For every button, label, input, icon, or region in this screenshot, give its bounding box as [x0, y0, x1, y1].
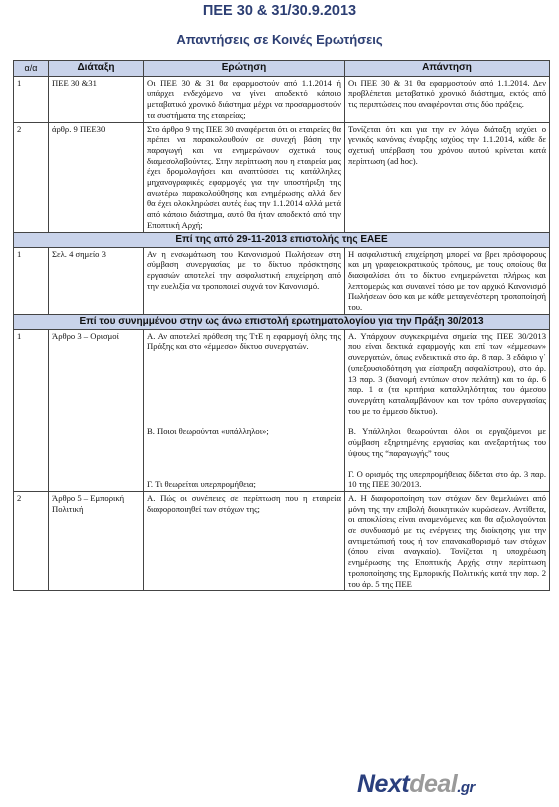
row-provision: Σελ. 4 σημείο 3	[49, 247, 144, 314]
column-header-answer: Απάντηση	[345, 61, 550, 77]
row-provision: ΠΕΕ 30 &31	[49, 76, 144, 122]
column-header-provision: Διάταξη	[49, 61, 144, 77]
row-provision: Άρθρο 3 – Ορισμοί	[49, 329, 144, 491]
nextdeal-logo	[357, 770, 475, 799]
row-question	[144, 329, 345, 491]
row-number: 1	[14, 247, 49, 314]
table-row	[14, 76, 550, 122]
table-row	[14, 329, 550, 491]
row-number: 1	[14, 329, 49, 491]
row-answer: Α. Η διαφοροποίηση των στόχων δεν θεμελιώνει από μόνη της την επιβολή διοικητικών κυρώσεων. Αντίθετα, οι αποκλίσεις είναι αναμενόμενες και θα αξιολογούνται σε συνδυασμό με τις ενέργειες της διοίκησης για την αντιμετώπισή τους ή τον επανακαθορισμό των στόχων (όπου είναι αναγκαίο). Τονίζεται η υποχρέωση ενημέρωσης της Εποπτικής Αρχής στην περίπτωση τροποποίησης της Εμπορικής Πολιτικής κατά την παρ. 2 του άρ. 5 της ΠΕΕ	[345, 491, 550, 590]
column-header-question: Ερώτηση	[144, 61, 345, 77]
logo-deal-text: deal	[409, 770, 458, 798]
table-row	[14, 247, 550, 314]
logo-next-text: Next	[357, 770, 410, 798]
table-row	[14, 491, 550, 590]
section-header: Επί του συνημμένου στην ως άνω επιστολή ερωτηματολογίου για την Πράξη 30/2013	[14, 314, 550, 329]
answer-part-c: Γ. Ο ορισμός της υπερπρομήθειας δίδεται στο άρ. 3 παρ. 10 της ΠΕΕ 30/2013.	[348, 468, 546, 490]
row-answer: Οι ΠΕΕ 30 & 31 θα εφαρμοστούν από 1.1.2014. Δεν προβλέπεται μεταβατικό χρονικό διάστημα, εκτός από τις περιπτώσεις που αναφέρονται στις δύο πράξεις.	[345, 76, 550, 122]
answer-part-a: Α. Υπάρχουν συγκεκριμένα σημεία της ΠΕΕ 30/2013 που είναι δεκτικά εφαρμογής και επί των «έμμεσων» συνεργατών, όπως ενδεικτικά στο άρ. 8 παρ. 3 εδάφιο γ΄ (υπεξουσιοδότηση για είσπραξη ασφαλίστρου), στο άρ. 13 παρ. 3 (διανομή εντύπων στον πελάτη) και το άρ. 6 παρ. 1 α (τα κριτήρια καταλληλότητας του άμεσου συνεργάτη καταλαμβάνουν και τον τρόπο συνεργασίας του με το έμμεσο δίκτυο).	[348, 330, 546, 416]
row-question: Α. Πώς οι συνέπειες σε περίπτωση που η εταιρεία διαφοροποιηθεί των στόχων της;	[144, 491, 345, 590]
row-provision: Άρθρο 5 – Εμπορική Πολιτική	[49, 491, 144, 590]
section-row	[14, 232, 550, 247]
row-number: 1	[14, 76, 49, 122]
row-question: Αν η ενσωμάτωση του Κανονισμού Πωλήσεων στη σύμβαση συνεργασίας με το δίκτυο πρόσκτησης εργασιών αποτελεί την ασφαλιστική επιχείρηση από την ευελιξία να τροποποιεί συχνά τον Κανονισμό.	[144, 247, 345, 314]
answer-part-b: Β. Υπάλληλοι θεωρούνται όλοι οι εργαζόμενοι με σύμβαση εξηρτημένης εργασίας και ανεξαρτήτως του ύψους της “παραγωγής” τους	[348, 426, 546, 458]
row-number: 2	[14, 122, 49, 232]
row-answer	[345, 329, 550, 491]
table-row	[14, 122, 550, 232]
question-part-b: Β. Ποιοι θεωρούνται «υπάλληλοι»;	[147, 426, 269, 437]
row-answer: Η ασφαλιστική επιχείρηση μπορεί να βρει πρόσφορους και μη γραφειοκρατικούς τρόπους, με τους οποίους θα διασφαλίσει ότι το δίκτυο ενημερώνεται πλήρως και λεπτομερώς και συναινεί τόσο με τον αρχικό Κανονισμό Πωλήσεων όσο και με κάθε μεταγενέστερη τροποποίησή του.	[345, 247, 550, 314]
table-header-row	[14, 61, 550, 77]
question-part-a: Α. Αν αποτελεί πρόθεση της ΤτΕ η εφαρμογή όλης της Πράξης και στο «έμμεσο» δίκτυο συνεργατών.	[147, 330, 341, 352]
row-question: Στο άρθρο 9 της ΠΕΕ 30 αναφέρεται ότι οι εταιρείες θα πρέπει να παρακολουθούν σε συνεχή βάση την παραγωγή και να ενημερώνουν σχετικά τους διαμεσολαβούντες. Στην περίπτωση που η εταιρεία μας έχει δρομολογήσει και αναπτύσσει τις κατάλληλες μηχανογραφικές εφαρμογές για την υποστήριξη της ανωτέρω παρακολούθησης και ενημέρωσης αλλά δεν θα έχει ολοκληρώσει αυτές έως την 1.1.2014 αλλά μετά από κάποιο διάστημα, αυτό θα ήταν αποδεκτό από την Εποπτική Αρχή;	[144, 122, 345, 232]
row-answer: Τονίζεται ότι και για την εν λόγω διάταξη ισχύει ο γενικός κανόνας έναρξης ισχύος την 1.1.2014, κάθε δε σχετική υπέρβαση του χρόνου αυτού κρίνεται κατά περίπτωση (ad hoc).	[345, 122, 550, 232]
row-question: Οι ΠΕΕ 30 & 31 θα εφαρμοστούν από 1.1.2014 ή υπάρχει ενδεχόμενο να γίνει αποδεκτό κάποιο μεταβατικό χρονικό διάστημα μέχρι να προσαρμοστούν τα συστήματα της εταιρείας;	[144, 76, 345, 122]
column-header-number: α/α	[14, 61, 49, 77]
section-row	[14, 314, 550, 329]
section-header: Επί της από 29-11-2013 επιστολής της ΕΑΕΕ	[14, 232, 550, 247]
row-number: 2	[14, 491, 49, 590]
logo-domain-text: .gr	[457, 779, 475, 796]
question-part-c: Γ. Τι θεωρείται υπερπρομήθεια;	[147, 478, 256, 489]
faq-table	[13, 60, 550, 591]
page-subtitle: Απαντήσεις σε Κοινές Ερωτήσεις	[176, 32, 383, 47]
row-provision: άρθρ. 9 ΠΕΕ30	[49, 122, 144, 232]
page-title: ΠΕΕ 30 & 31/30.9.2013	[202, 3, 357, 19]
